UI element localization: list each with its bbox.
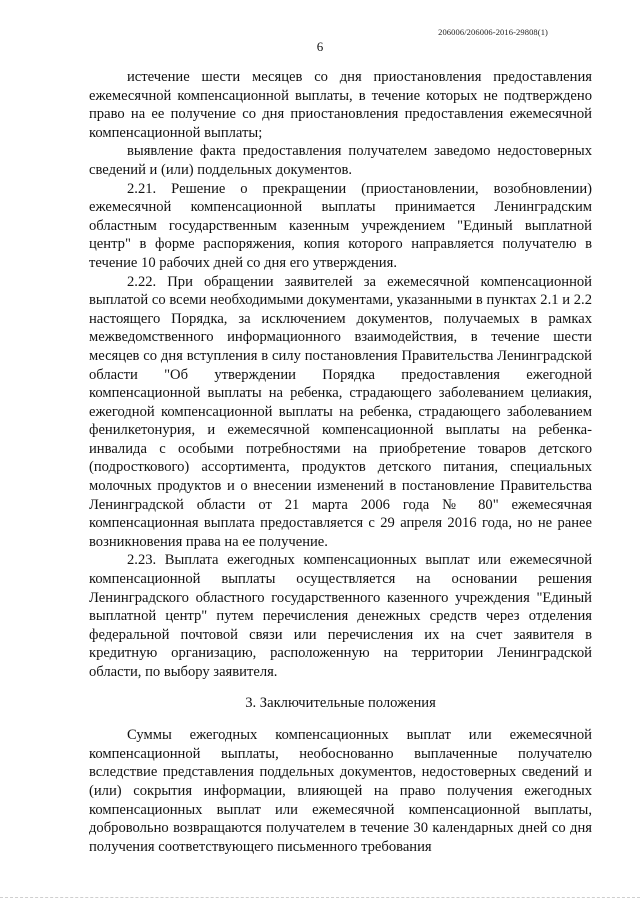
document-body [89, 68, 592, 856]
paragraph-final: Суммы ежегодных компенсационных выплат или ежемесячной компенсационной выплаты, необоснованно выплаченные получателю вследствие представления поддельных документов, недостоверных сведений и (или) сокрытия информации, влияющей на право получения ежегодных компенсационных выплат или ежемесячной компенсационной выплаты, добровольно возвращаются получателем в течение 30 календарных дней со дня получения соответствующего письменного требования [89, 727, 592, 855]
document-id: 206006/206006-2016-29808(1) [438, 27, 548, 37]
page-number: 6 [316, 39, 324, 54]
paragraph-2-21: 2.21. Решение о прекращении (приостановлении, возобновлении) ежемесячной компенсационной выплаты принимается Ленинградским областным государственным казенным учреждением "Единый выплатной центр" в форме распоряжения, копия которого направляется получателю в течение 10 рабочих дней со дня его утверждения. [89, 180, 592, 271]
scan-edge-line [0, 897, 640, 899]
section-heading: 3. Заключительные положения [245, 694, 436, 711]
paragraph-suspension-term: истечение шести месяцев со дня приостановления предоставления ежемесячной компенсационной выплаты, в течение которых не подтверждено право на ее получение со дня приостановления предоставления ежемесячной компенсационной выплаты; [89, 69, 592, 141]
paragraph-2-23: 2.23. Выплата ежегодных компенсационных выплат или ежемесячной компенсационной выплаты осуществляется на основании решения Ленинградского областного государственного казенного учреждения "Единый выплатной центр" путем перечисления денежных средств через отделения федеральной почтовой связи или перечисления их на счет заявителя в кредитную организацию, расположенную на территории Ленинградской области, по выбору заявителя. [89, 552, 592, 680]
paragraph-2-22: 2.22. При обращении заявителей за ежемесячной компенсационной выплатой со всеми необходимыми документами, указанными в пунктах 2.1 и 2.2 настоящего Порядка, за исключением документов, получаемых в рамках межведомственного информационного взаимодействия, в течение шести месяцев со дня вступления в силу постановления Правительства Ленинградской области "Об утверждении Порядка предоставления ежегодной компенсационной выплаты на ребенка, страдающего заболеванием целиакия, ежегодной компенсационной выплаты на ребенка, страдающего заболеванием фенилкетонурия, и ежемесячной компенсационной выплаты на ребенка-инвалида с особыми потребностями на приобретение товаров детского (подросткового) ассортимента, продуктов детского питания, специальных молочных продуктов и о внесении изменений в постановление Правительства Ленинградской области от 21 марта 2006 года № 80" ежемесячная компенсационная выплата предоставляется с 29 апреля 2016 года, но не ранее возникновения права на ее получение. [89, 273, 592, 550]
paragraph-false-info: выявление факта предоставления получателем заведомо недостоверных сведений и (или) поддельных документов. [89, 143, 592, 178]
